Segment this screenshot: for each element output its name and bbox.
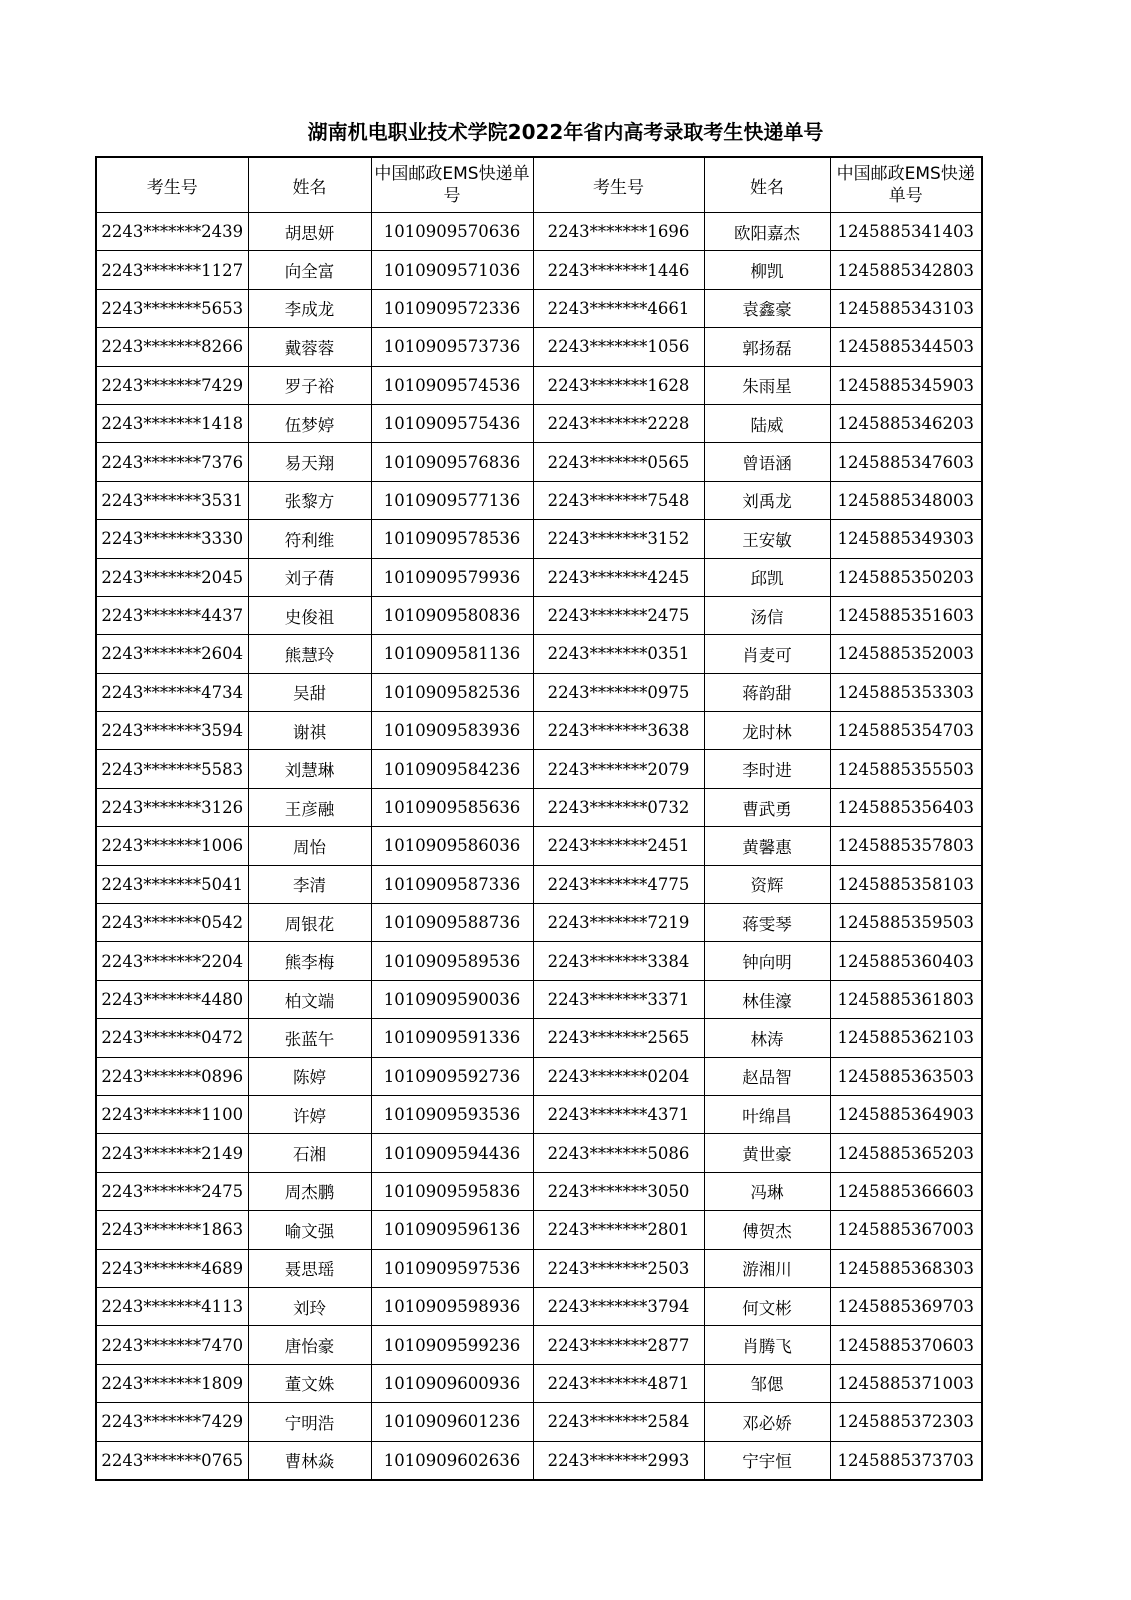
- cell-tracking-number: 1010909580836: [371, 596, 533, 634]
- cell-name: 资辉: [704, 865, 830, 903]
- table-row: [96, 1057, 982, 1095]
- cell-exam-id: 2243*******0472: [96, 1019, 248, 1057]
- cell-name: 许婷: [248, 1095, 371, 1133]
- cell-name: 刘玲: [248, 1287, 371, 1325]
- cell-name: 肖麦可: [704, 635, 830, 673]
- cell-exam-id: 2243*******4734: [96, 673, 248, 711]
- cell-name: 李成龙: [248, 289, 371, 327]
- cell-name: 罗子裕: [248, 366, 371, 404]
- cell-tracking-number: 1010909600936: [371, 1364, 533, 1402]
- cell-name: 欧阳嘉杰: [704, 213, 830, 251]
- table-row: [96, 1287, 982, 1325]
- table-row: [96, 1019, 982, 1057]
- cell-tracking-number: 1245885344503: [830, 328, 982, 366]
- table-row: [96, 251, 982, 289]
- cell-name: 吴甜: [248, 673, 371, 711]
- cell-exam-id: 2243*******2801: [533, 1211, 704, 1249]
- cell-tracking-number: 1010909583936: [371, 712, 533, 750]
- table-row: [96, 1134, 982, 1172]
- cell-name: 刘慧琳: [248, 750, 371, 788]
- table-row: [96, 443, 982, 481]
- cell-tracking-number: 1245885354703: [830, 712, 982, 750]
- cell-tracking-number: 1010909581136: [371, 635, 533, 673]
- cell-tracking-number: 1010909579936: [371, 558, 533, 596]
- table-row: [96, 1403, 982, 1441]
- cell-name: 肖腾飞: [704, 1326, 830, 1364]
- cell-exam-id: 2243*******5583: [96, 750, 248, 788]
- cell-name: 周杰鹏: [248, 1172, 371, 1210]
- cell-exam-id: 2243*******4775: [533, 865, 704, 903]
- cell-tracking-number: 1245885372303: [830, 1403, 982, 1441]
- cell-exam-id: 2243*******2149: [96, 1134, 248, 1172]
- cell-exam-id: 2243*******3384: [533, 942, 704, 980]
- cell-exam-id: 2243*******3371: [533, 980, 704, 1018]
- cell-tracking-number: 1010909587336: [371, 865, 533, 903]
- cell-name: 柳凯: [704, 251, 830, 289]
- cell-name: 林涛: [704, 1019, 830, 1057]
- cell-name: 汤信: [704, 596, 830, 634]
- cell-name: 唐怡豪: [248, 1326, 371, 1364]
- tracking-table: [95, 156, 983, 1481]
- cell-exam-id: 2243*******2439: [96, 213, 248, 251]
- cell-exam-id: 2243*******1446: [533, 251, 704, 289]
- cell-exam-id: 2243*******3794: [533, 1287, 704, 1325]
- header-exam-id: 考生号: [96, 157, 248, 213]
- cell-exam-id: 2243*******4437: [96, 596, 248, 634]
- cell-exam-id: 2243*******7429: [96, 366, 248, 404]
- cell-tracking-number: 1245885349303: [830, 520, 982, 558]
- cell-tracking-number: 1245885357803: [830, 827, 982, 865]
- cell-tracking-number: 1245885341403: [830, 213, 982, 251]
- table-row: [96, 750, 982, 788]
- cell-tracking-number: 1245885352003: [830, 635, 982, 673]
- cell-exam-id: 2243*******0351: [533, 635, 704, 673]
- cell-name: 邓必娇: [704, 1403, 830, 1441]
- cell-exam-id: 2243*******7376: [96, 443, 248, 481]
- table-row: [96, 289, 982, 327]
- cell-name: 蒋雯琴: [704, 904, 830, 942]
- cell-tracking-number: 1010909573736: [371, 328, 533, 366]
- cell-exam-id: 2243*******1628: [533, 366, 704, 404]
- cell-exam-id: 2243*******4371: [533, 1095, 704, 1133]
- cell-exam-id: 2243*******2584: [533, 1403, 704, 1441]
- cell-name: 石湘: [248, 1134, 371, 1172]
- cell-name: 邹偲: [704, 1364, 830, 1402]
- cell-name: 朱雨星: [704, 366, 830, 404]
- table-row: [96, 1441, 982, 1480]
- cell-tracking-number: 1010909602636: [371, 1441, 533, 1480]
- cell-exam-id: 2243*******0975: [533, 673, 704, 711]
- cell-tracking-number: 1010909577136: [371, 481, 533, 519]
- table-row: [96, 1095, 982, 1133]
- cell-tracking-number: 1245885350203: [830, 558, 982, 596]
- cell-tracking-number: 1010909601236: [371, 1403, 533, 1441]
- cell-tracking-number: 1010909572336: [371, 289, 533, 327]
- cell-tracking-number: 1245885355503: [830, 750, 982, 788]
- cell-name: 钟向明: [704, 942, 830, 980]
- cell-tracking-number: 1010909571036: [371, 251, 533, 289]
- cell-name: 胡思妍: [248, 213, 371, 251]
- header-name: 姓名: [704, 157, 830, 213]
- cell-tracking-number: 1010909599236: [371, 1326, 533, 1364]
- cell-tracking-number: 1245885366603: [830, 1172, 982, 1210]
- cell-exam-id: 2243*******0542: [96, 904, 248, 942]
- table-row: [96, 712, 982, 750]
- cell-name: 张黎方: [248, 481, 371, 519]
- cell-name: 聂思瑶: [248, 1249, 371, 1287]
- cell-exam-id: 2243*******1863: [96, 1211, 248, 1249]
- table-row: [96, 596, 982, 634]
- cell-exam-id: 2243*******4661: [533, 289, 704, 327]
- cell-name: 曹林焱: [248, 1441, 371, 1480]
- cell-exam-id: 2243*******1006: [96, 827, 248, 865]
- cell-exam-id: 2243*******1127: [96, 251, 248, 289]
- table-row: [96, 942, 982, 980]
- cell-exam-id: 2243*******0765: [96, 1441, 248, 1480]
- cell-name: 宁明浩: [248, 1403, 371, 1441]
- cell-tracking-number: 1245885362103: [830, 1019, 982, 1057]
- cell-exam-id: 2243*******0204: [533, 1057, 704, 1095]
- cell-name: 郭扬磊: [704, 328, 830, 366]
- cell-name: 龙时林: [704, 712, 830, 750]
- table-row: [96, 328, 982, 366]
- cell-exam-id: 2243*******3594: [96, 712, 248, 750]
- table-row: [96, 481, 982, 519]
- cell-exam-id: 2243*******2475: [96, 1172, 248, 1210]
- cell-exam-id: 2243*******7470: [96, 1326, 248, 1364]
- table-row: [96, 1249, 982, 1287]
- cell-name: 傅贺杰: [704, 1211, 830, 1249]
- table-row: [96, 980, 982, 1018]
- cell-tracking-number: 1010909574536: [371, 366, 533, 404]
- cell-tracking-number: 1010909594436: [371, 1134, 533, 1172]
- cell-exam-id: 2243*******1696: [533, 213, 704, 251]
- cell-name: 黄世豪: [704, 1134, 830, 1172]
- cell-name: 伍梦婷: [248, 404, 371, 442]
- cell-exam-id: 2243*******2877: [533, 1326, 704, 1364]
- cell-name: 易天翔: [248, 443, 371, 481]
- cell-tracking-number: 1010909586036: [371, 827, 533, 865]
- cell-tracking-number: 1245885359503: [830, 904, 982, 942]
- cell-exam-id: 2243*******2604: [96, 635, 248, 673]
- cell-exam-id: 2243*******2993: [533, 1441, 704, 1480]
- cell-name: 黄馨惠: [704, 827, 830, 865]
- cell-exam-id: 2243*******1100: [96, 1095, 248, 1133]
- cell-name: 周怡: [248, 827, 371, 865]
- cell-tracking-number: 1245885360403: [830, 942, 982, 980]
- cell-tracking-number: 1245885342803: [830, 251, 982, 289]
- cell-tracking-number: 1010909589536: [371, 942, 533, 980]
- cell-tracking-number: 1010909591336: [371, 1019, 533, 1057]
- cell-tracking-number: 1010909592736: [371, 1057, 533, 1095]
- header-exam-id: 考生号: [533, 157, 704, 213]
- cell-exam-id: 2243*******1056: [533, 328, 704, 366]
- cell-tracking-number: 1245885348003: [830, 481, 982, 519]
- table-body: [96, 213, 982, 1480]
- cell-name: 刘禹龙: [704, 481, 830, 519]
- cell-name: 袁鑫豪: [704, 289, 830, 327]
- table-row: [96, 520, 982, 558]
- cell-tracking-number: 1245885368303: [830, 1249, 982, 1287]
- cell-exam-id: 2243*******5086: [533, 1134, 704, 1172]
- cell-name: 向全富: [248, 251, 371, 289]
- cell-tracking-number: 1010909575436: [371, 404, 533, 442]
- cell-name: 熊慧玲: [248, 635, 371, 673]
- header-name: 姓名: [248, 157, 371, 213]
- cell-tracking-number: 1245885351603: [830, 596, 982, 634]
- cell-name: 熊李梅: [248, 942, 371, 980]
- table-row: [96, 827, 982, 865]
- cell-tracking-number: 1010909595836: [371, 1172, 533, 1210]
- header-tracking-number: 中国邮政EMS快递单号: [371, 157, 533, 213]
- cell-name: 冯琳: [704, 1172, 830, 1210]
- cell-name: 喻文强: [248, 1211, 371, 1249]
- cell-exam-id: 2243*******2204: [96, 942, 248, 980]
- cell-name: 谢祺: [248, 712, 371, 750]
- cell-name: 史俊祖: [248, 596, 371, 634]
- cell-tracking-number: 1010909582536: [371, 673, 533, 711]
- cell-exam-id: 2243*******1809: [96, 1364, 248, 1402]
- cell-tracking-number: 1010909588736: [371, 904, 533, 942]
- cell-tracking-number: 1245885363503: [830, 1057, 982, 1095]
- cell-name: 刘子蒨: [248, 558, 371, 596]
- table-row: [96, 865, 982, 903]
- cell-name: 邱凯: [704, 558, 830, 596]
- cell-name: 李时进: [704, 750, 830, 788]
- cell-tracking-number: 1245885365203: [830, 1134, 982, 1172]
- cell-name: 赵品智: [704, 1057, 830, 1095]
- cell-exam-id: 2243*******2451: [533, 827, 704, 865]
- cell-name: 林佳濠: [704, 980, 830, 1018]
- cell-name: 曹武勇: [704, 788, 830, 826]
- table-row: [96, 558, 982, 596]
- cell-exam-id: 2243*******2565: [533, 1019, 704, 1057]
- cell-name: 王彦融: [248, 788, 371, 826]
- cell-name: 戴蓉蓉: [248, 328, 371, 366]
- cell-exam-id: 2243*******0896: [96, 1057, 248, 1095]
- cell-name: 符利维: [248, 520, 371, 558]
- cell-exam-id: 2243*******2503: [533, 1249, 704, 1287]
- cell-name: 王安敏: [704, 520, 830, 558]
- cell-name: 董文姝: [248, 1364, 371, 1402]
- cell-exam-id: 2243*******5653: [96, 289, 248, 327]
- cell-tracking-number: 1245885345903: [830, 366, 982, 404]
- cell-tracking-number: 1245885371003: [830, 1364, 982, 1402]
- cell-exam-id: 2243*******3126: [96, 788, 248, 826]
- cell-exam-id: 2243*******8266: [96, 328, 248, 366]
- cell-tracking-number: 1010909597536: [371, 1249, 533, 1287]
- cell-name: 宁宇恒: [704, 1441, 830, 1480]
- cell-name: 柏文端: [248, 980, 371, 1018]
- cell-exam-id: 2243*******5041: [96, 865, 248, 903]
- cell-name: 陈婷: [248, 1057, 371, 1095]
- page-title: 湖南机电职业技术学院2022年省内高考录取考生快递单号: [307, 120, 824, 144]
- cell-exam-id: 2243*******4689: [96, 1249, 248, 1287]
- table-row: [96, 1172, 982, 1210]
- cell-tracking-number: 1010909593536: [371, 1095, 533, 1133]
- cell-exam-id: 2243*******2475: [533, 596, 704, 634]
- table-row: [96, 1364, 982, 1402]
- table-row: [96, 213, 982, 251]
- cell-name: 叶绵昌: [704, 1095, 830, 1133]
- cell-tracking-number: 1245885361803: [830, 980, 982, 1018]
- table-row: [96, 673, 982, 711]
- cell-exam-id: 2243*******7429: [96, 1403, 248, 1441]
- cell-exam-id: 2243*******0565: [533, 443, 704, 481]
- cell-tracking-number: 1245885373703: [830, 1441, 982, 1480]
- cell-name: 周银花: [248, 904, 371, 942]
- cell-name: 陆威: [704, 404, 830, 442]
- cell-tracking-number: 1010909570636: [371, 213, 533, 251]
- cell-tracking-number: 1245885347603: [830, 443, 982, 481]
- cell-exam-id: 2243*******4245: [533, 558, 704, 596]
- cell-name: 何文彬: [704, 1287, 830, 1325]
- table-row: [96, 788, 982, 826]
- cell-exam-id: 2243*******0732: [533, 788, 704, 826]
- cell-tracking-number: 1010909598936: [371, 1287, 533, 1325]
- table-row: [96, 1326, 982, 1364]
- cell-tracking-number: 1010909584236: [371, 750, 533, 788]
- cell-tracking-number: 1245885367003: [830, 1211, 982, 1249]
- cell-tracking-number: 1245885343103: [830, 289, 982, 327]
- table-row: [96, 904, 982, 942]
- cell-name: 蒋韵甜: [704, 673, 830, 711]
- cell-exam-id: 2243*******2045: [96, 558, 248, 596]
- cell-exam-id: 2243*******2079: [533, 750, 704, 788]
- cell-exam-id: 2243*******7548: [533, 481, 704, 519]
- cell-tracking-number: 1245885356403: [830, 788, 982, 826]
- cell-exam-id: 2243*******4113: [96, 1287, 248, 1325]
- cell-tracking-number: 1245885370603: [830, 1326, 982, 1364]
- cell-exam-id: 2243*******3050: [533, 1172, 704, 1210]
- cell-tracking-number: 1010909585636: [371, 788, 533, 826]
- cell-exam-id: 2243*******3638: [533, 712, 704, 750]
- cell-tracking-number: 1010909578536: [371, 520, 533, 558]
- cell-name: 李清: [248, 865, 371, 903]
- table-header-row: [96, 157, 982, 213]
- cell-exam-id: 2243*******3152: [533, 520, 704, 558]
- cell-tracking-number: 1245885364903: [830, 1095, 982, 1133]
- table-row: [96, 404, 982, 442]
- cell-tracking-number: 1245885353303: [830, 673, 982, 711]
- cell-exam-id: 2243*******4480: [96, 980, 248, 1018]
- cell-exam-id: 2243*******7219: [533, 904, 704, 942]
- cell-tracking-number: 1245885369703: [830, 1287, 982, 1325]
- table-row: [96, 366, 982, 404]
- cell-exam-id: 2243*******1418: [96, 404, 248, 442]
- header-tracking-number: 中国邮政EMS快递单号: [830, 157, 982, 213]
- cell-name: 游湘川: [704, 1249, 830, 1287]
- table-row: [96, 1211, 982, 1249]
- cell-exam-id: 2243*******3531: [96, 481, 248, 519]
- cell-tracking-number: 1245885346203: [830, 404, 982, 442]
- cell-exam-id: 2243*******4871: [533, 1364, 704, 1402]
- table-row: [96, 635, 982, 673]
- cell-tracking-number: 1010909596136: [371, 1211, 533, 1249]
- cell-exam-id: 2243*******2228: [533, 404, 704, 442]
- cell-tracking-number: 1010909576836: [371, 443, 533, 481]
- cell-tracking-number: 1010909590036: [371, 980, 533, 1018]
- cell-name: 张蓝午: [248, 1019, 371, 1057]
- cell-name: 曾语涵: [704, 443, 830, 481]
- cell-tracking-number: 1245885358103: [830, 865, 982, 903]
- cell-exam-id: 2243*******3330: [96, 520, 248, 558]
